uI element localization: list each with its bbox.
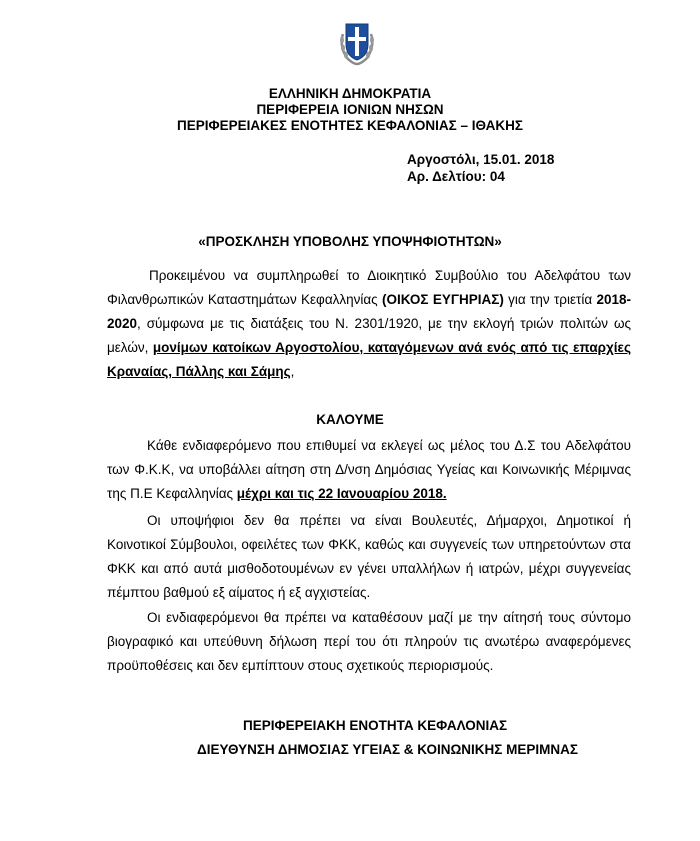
intro-org-name: (ΟΙΚΟΣ ΕΥΓΗΡΙΑΣ): [382, 292, 504, 307]
intro-text-3: , σύμφωνα με τις διατάξεις του Ν. 2301/1920, με την εκλογή τριών πολιτών ως μελών,: [107, 316, 631, 355]
header-country: ΕΛΛΗΝΙΚΗ ΔΗΜΟΚΡΑΤΙΑ: [268, 86, 432, 101]
paragraph-intro: [107, 264, 631, 384]
date-block: [407, 151, 554, 185]
greek-coat-of-arms-emblem: [337, 18, 377, 66]
intro-text-4: ,: [290, 364, 295, 379]
footer-regional-unit: ΠΕΡΙΦΕΡΕΙΑΚΗ ΕΝΟΤΗΤΑ ΚΕΦΑΛΟΝΙΑΣ: [243, 718, 508, 733]
intro-term: 2018-2020: [107, 292, 631, 331]
intro-text-1: Προκειμένου να συμπληρωθεί το Διοικητικό Συμβούλιο του Αδελφάτου των Φιλανθρωπικών Καταστημάτων Κεφαλληνίας: [107, 268, 631, 307]
header-units: ΠΕΡΙΦΕΡΕΙΑΚΕΣ ΕΝΟΤΗΤΕΣ ΚΕΦΑΛΟΝΙΑΣ – ΙΘΑΚΗΣ: [176, 118, 524, 133]
paragraph-documents: [107, 606, 631, 678]
document-title: «ΠΡΟΣΚΛΗΣΗ ΥΠΟΒΟΛΗΣ ΥΠΟΨΗΦΙΟΤΗΤΩΝ»: [198, 234, 502, 249]
intro-text-2: για την τριετία: [503, 292, 597, 307]
bulletin-number: Αρ. Δελτίου: 04: [407, 169, 505, 184]
header-region: ΠΕΡΙΦΕΡΕΙΑ ΙΟΝΙΩΝ ΝΗΣΩΝ: [256, 102, 444, 117]
paragraph-restrictions: [107, 509, 631, 605]
application-deadline: μέχρι και τις 22 Ιανουαρίου 2018.: [236, 486, 447, 501]
restrictions-text: Οι υποψήφιοι δεν θα πρέπει να είναι Βουλευτές, Δήμαρχοι, Δημοτικοί ή Κοινοτικοί Σύμβουλοι, οφειλέτες των ΦΚΚ, καθώς και συγγενείς των υπηρετούντων στα ΦΚΚ και από αυτά μισθοδοτουμένων εν γένει υπαλλήλων ή ιατρών, μέχρι συγγενείας πέμπτου βαθμού εξ αίματος ή εξ αγχιστείας.: [107, 513, 631, 600]
document-date: Αργοστόλι, 15.01. 2018: [407, 152, 555, 167]
paragraph-application: [107, 434, 631, 506]
footer-directorate: ΔΙΕΥΘΥΝΣΗ ΔΗΜΟΣΙΑΣ ΥΓΕΙΑΣ & ΚΟΙΝΩΝΙΚΗΣ ΜΕΡΙΜΝΑΣ: [197, 742, 578, 757]
documents-text: Οι ενδιαφερόμενοι θα πρέπει να καταθέσουν μαζί με την αίτησή τους σύντομο βιογραφικό και υπεύθυνη δήλωση περί του ότι πληρούν τις ανωτέρω αναφερόμενες προϋποθέσεις και δεν εμπίπτουν στους σχετικούς περιορισμούς.: [107, 610, 631, 673]
intro-residency-requirement: μονίμων κατοίκων Αργοστολίου, καταγόμενων ανά ενός από τις επαρχίες Κραναίας, Πάλλης και Σάμης: [107, 340, 631, 379]
call-heading: ΚΑΛΟΥΜΕ: [316, 412, 384, 427]
application-text: Κάθε ενδιαφερόμενο που επιθυμεί να εκλεγεί ως μέλος του Δ.Σ του Αδελφάτου των Φ.Κ.Κ, να υποβάλλει αίτηση στη Δ/νση Δημόσιας Υγείας και Κοινωνικής Μέριμνας της Π.Ε Κεφαλληνίας: [107, 438, 631, 501]
